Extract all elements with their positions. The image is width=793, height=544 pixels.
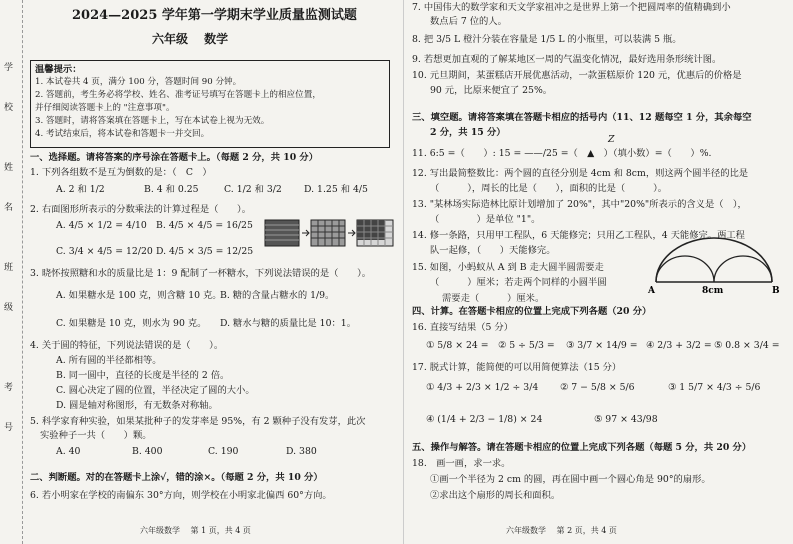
q5-option-d: D. 380 [286,446,317,457]
question-2: 2. 右面图形所表示的分数乘法的计算过程是（ ）。 [30,204,252,215]
binding-strip [0,0,23,544]
question-13-cont: （ ）是单位 "1"。 [430,214,541,225]
q5-option-a: A. 40 [56,446,81,457]
question-13: 13. "某林场实际造林比原计划增加了 20%"，其中"20%"所表示的含义是（ ）， [412,199,747,210]
notice-line: 2. 答题前，考生务必将学校、姓名、准考证号填写在答题卡上的相应位置， [35,90,321,100]
question-15: 15. 如图，小蚂蚁从 A 到 B 走大圆半圆需要走 [412,262,604,273]
question-16: 16. 直接写结果（5 分） [412,322,513,333]
q17-item-1: ① 4/3 + 2/3 × 1/2 ÷ 3/4 [426,382,539,393]
question-18: 18. 画一画，求一求。 [412,458,511,469]
question-11: 11. 6:5 =（ ）: 15 = ——/25 =（ ▲ ）（填小数）=（ ）%. [412,148,712,159]
q4-option-d: D. 圆是轴对称图形，有无数条对称轴。 [56,400,218,411]
q16-item-2: ② 5 ÷ 5/3 = [498,340,555,351]
binding-char: 考 [4,383,14,393]
q2-option-a: A. 4/5 × 1/2 = 4/10 [56,220,147,231]
exam-subtitle: 六年级 数学 [152,32,229,46]
q18-item-2: ②求出这个扇形的周长和面积。 [430,490,561,501]
q16-item-1: ① 5/8 × 24 = [426,340,489,351]
q3-option-c: C. 如果糖是 10 克，则水为 90 克。 [56,318,207,329]
q1-option-b: B. 4 和 0.25 [144,184,199,195]
q17-item-4: ④ (1/4 + 2/3 − 1/8) × 24 [426,414,543,425]
question-17: 17. 脱式计算，能简便的可以用简便算法（15 分） [412,362,622,373]
q1-option-d: D. 1.25 和 4/5 [304,184,368,195]
q4-option-b: B. 同一圆中，直径的长度是半径的 2 倍。 [56,370,230,381]
notice-line: 1. 本试卷共 4 页，满分 100 分，答题时间 90 分钟。 [35,77,242,87]
q1-option-c: C. 1/2 和 3/2 [224,184,282,195]
notice-heading: 温馨提示： [35,64,82,75]
question-14-cont: 队一起修，（ ）天能修完。 [430,245,556,256]
q5-option-c: C. 190 [208,446,239,457]
binding-char: 班 [4,263,14,273]
question-12-cont: （ ），周长的比是（ ），面积的比是（ ）。 [430,183,668,194]
binding-char: 学 [4,63,14,73]
binding-char: 级 [4,303,14,313]
question-12: 12. 写出最简整数比：两个圆的直径分别是 4cm 和 8cm，则这两个圆半径的比是 [412,168,749,179]
page-footer: 六年级数学 第 1 页，共 4 页 [140,526,251,535]
question-5: 5. 科学家育种实验，如果某批种子的发芽率是 95%，有 2 颗种子没有发芽，此次 [30,416,366,427]
section-3-heading: 三、填空题。请将答案填在答题卡相应的括号内（11、12 题每空 1 分，其余每空 [412,112,752,123]
handwritten-mark: Z [608,134,615,145]
question-10: 10. 元旦期间，某蛋糕店开展优惠活动，一款蛋糕原价 120 元，优惠后的价格是 [412,70,742,81]
question-8: 8. 把 3/5 L 橙汁分装在容量是 1/5 L 的小瓶里，可以装满 5 瓶。 [412,34,682,45]
q1-option-a: A. 2 和 1/2 [56,184,105,195]
q4-option-c: C. 圆心决定了圆的位置，半径决定了圆的大小。 [56,385,255,396]
semicircle-figure [646,232,782,296]
notice-line: 并仔细阅读答题卡上的 "注意事项"。 [35,103,175,113]
page-2 [408,0,790,544]
section-5-heading: 五、操作与解答。请在答题卡相应的位置上完成下列各题（每题 5 分，共 20 分） [412,442,752,453]
q18-item-1: ①画一个半径为 2 cm 的圆，再在圆中画一个圆心角是 90°的扇形。 [430,474,711,485]
binding-char: 校 [4,103,14,113]
question-7-cont: 数点后 7 位的人。 [430,16,507,27]
page-1 [24,0,402,544]
exam-title: 2024—2025 学年第一学期末学业质量监测试题 [72,8,357,23]
question-6: 6. 若小明家在学校的南偏东 30°方向，则学校在小明家北偏西 60°方向。 [30,490,332,501]
page-footer: 六年级数学 第 2 页，共 4 页 [506,526,617,535]
question-7: 7. 中国伟大的数学家和天文学家祖冲之是世界上第一个把圆周率的值精确到小 [412,2,731,13]
q3-option-a: A. 如果糖水是 100 克，则含糖 10 克。 [56,290,222,301]
section-4-heading: 四、计算。在答题卡相应的位置上完成下列各题（20 分） [412,306,652,317]
binding-char: 号 [4,423,14,433]
question-5-cont: 实验种子一共（ ）颗。 [40,430,152,441]
q2-option-b: B. 4/5 × 4/5 = 16/25 [156,220,253,231]
question-10-cont: 90 元，比原来便宜了 25%。 [430,85,553,96]
fraction-grid-figure [264,216,396,250]
figure-label-b: B [772,286,780,296]
question-4: 4. 关于圆的特征，下列说法错误的是（ ）。 [30,340,224,351]
q17-item-3: ③ 1 5/7 × 4/3 ÷ 5/6 [668,382,761,393]
q16-item-4: ④ 2/3 + 3/2 = [646,340,712,351]
q5-option-b: B. 400 [132,446,163,457]
binding-char: 姓 [4,163,14,173]
figure-length-label: 8cm [702,286,724,296]
question-15-cont2: 需要走（ ）厘米。 [442,293,545,304]
q17-item-2: ② 7 − 5/8 × 5/6 [560,382,635,393]
page-divider [403,0,404,544]
binding-char: 名 [4,203,14,213]
q3-option-b: B. 糖的含量占糖水的 1/9。 [220,290,335,301]
q16-item-5: ⑤ 0.8 × 3/4 = [714,340,780,351]
question-15-cont: （ ）厘米；若走两个同样的小圆半圆 [430,277,607,288]
notice-line: 3. 答题时，请将答案填在答题卡上，写在本试卷上视为无效。 [35,116,270,126]
question-14: 14. 修一条路，只用甲工程队，6 天能修完；只用乙工程队，4 天能修完。两工程 [412,230,745,241]
section-3-heading-cont: 2 分，共 15 分） [430,127,506,138]
question-3: 3. 晓怀按照糖和水的质量比是 1：9 配制了一杯糖水，下列说法错误的是（ ）。 [30,268,372,279]
figure-label-a: A [648,286,655,296]
q4-option-a: A. 所有圆的半径都相等。 [56,355,162,366]
section-2-heading: 二、判断题。对的在答题卡上涂√，错的涂×。（每题 2 分，共 10 分） [30,472,323,483]
question-1: 1. 下列各组数不是互为倒数的是：（ C ） [30,167,212,178]
q2-option-d: D. 4/5 × 3/5 = 12/25 [156,246,254,257]
notice-line: 4. 考试结束后，将本试卷和答题卡一并交回。 [35,129,210,139]
section-1-heading: 一、选择题。请将答案的序号涂在答题卡上。（每题 2 分，共 10 分） [30,152,319,163]
q2-option-c: C. 3/4 × 4/5 = 12/20 [56,246,153,257]
q16-item-3: ③ 3/7 × 14/9 = [566,340,638,351]
notice-box [30,60,390,148]
q17-item-5: ⑤ 97 × 43/98 [594,414,658,425]
q3-option-d: D. 糖水与糖的质量比是 10：1。 [220,318,356,329]
question-9: 9. 若想更加直观的了解某地区一周的气温变化情况，最好选用条形统计图。 [412,54,722,65]
